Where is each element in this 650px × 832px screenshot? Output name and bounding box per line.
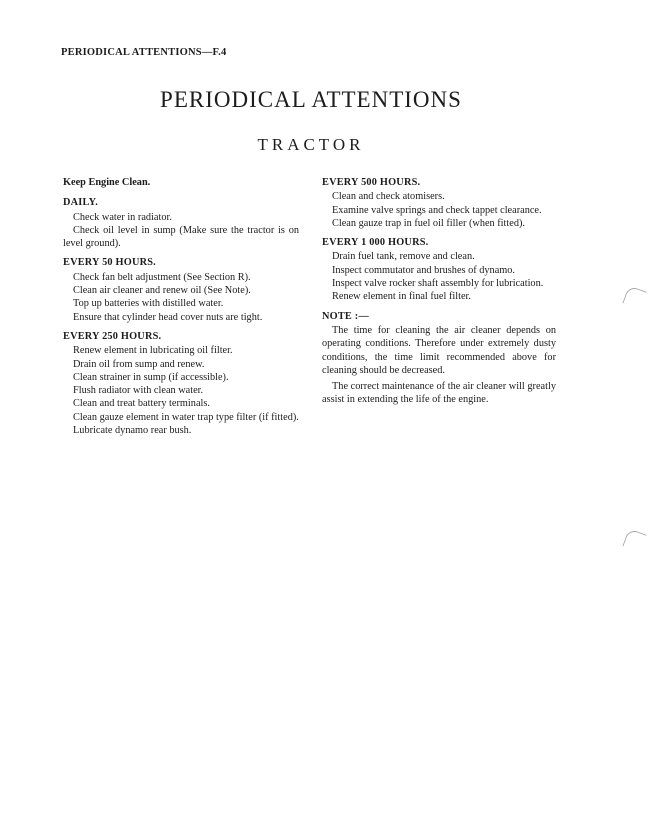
section-heading-500-hours: EVERY 500 HOURS. bbox=[322, 177, 421, 188]
list-item: Check water in radiator. bbox=[73, 211, 172, 223]
punch-hole-mark bbox=[622, 285, 646, 309]
list-item: Clean gauze element in water trap type filter (if fitted). bbox=[73, 411, 299, 423]
note-paragraph: The time for cleaning the air cleaner depends on operating conditions. Therefore under extremely dusty conditions, the time limit recommended above for cleaning should be decreased. bbox=[322, 324, 556, 376]
list-item: Renew element in lubricating oil filter. bbox=[73, 345, 233, 357]
list-item: Flush radiator with clean water. bbox=[73, 385, 204, 397]
list-item: Renew element in final fuel filter. bbox=[332, 291, 471, 303]
list-item: Ensure that cylinder head cover nuts are tight. bbox=[73, 311, 263, 323]
running-head: PERIODICAL ATTENTIONS—F.4 bbox=[61, 47, 227, 58]
list-item: Clean air cleaner and renew oil (See Note). bbox=[73, 285, 251, 297]
page-title: PERIODICAL ATTENTIONS bbox=[160, 87, 462, 112]
list-item: Inspect commutator and brushes of dynamo. bbox=[332, 264, 516, 276]
list-item: Top up batteries with distilled water. bbox=[73, 298, 224, 310]
left-column bbox=[63, 176, 299, 437]
list-item: Check fan belt adjustment (See Section R). bbox=[73, 271, 251, 283]
list-item: Clean and check atomisers. bbox=[332, 191, 445, 203]
section-heading-1000-hours: EVERY 1 000 HOURS. bbox=[322, 237, 429, 249]
section-heading-250-hours: EVERY 250 HOURS. bbox=[63, 330, 162, 342]
list-item: Inspect valve rocker shaft assembly for lubrication. bbox=[332, 278, 544, 290]
page-subtitle: TRACTOR bbox=[257, 135, 365, 154]
lead-instruction: Keep Engine Clean. bbox=[63, 177, 151, 188]
note-heading: NOTE :— bbox=[322, 310, 369, 322]
section-heading-daily: DAILY. bbox=[63, 197, 99, 209]
list-item: Clean strainer in sump (if accessible). bbox=[73, 371, 229, 383]
list-item: Drain fuel tank, remove and clean. bbox=[332, 251, 475, 263]
section-heading-50-hours: EVERY 50 HOURS. bbox=[63, 257, 156, 269]
list-item: Clean and treat battery terminals. bbox=[73, 398, 210, 410]
right-column bbox=[322, 176, 556, 410]
list-item: Clean gauze trap in fuel oil filler (when fitted). bbox=[332, 217, 525, 229]
list-item: Check oil level in sump (Make sure the tractor is on level ground). bbox=[63, 224, 299, 250]
punch-hole-mark bbox=[622, 528, 646, 552]
list-item: Drain oil from sump and renew. bbox=[73, 358, 205, 370]
note-paragraph: The correct maintenance of the air cleaner will greatly assist in extending the life of the engine. bbox=[322, 381, 556, 406]
list-item: Examine valve springs and check tappet clearance. bbox=[332, 204, 542, 216]
list-item: Lubricate dynamo rear bush. bbox=[73, 425, 192, 437]
